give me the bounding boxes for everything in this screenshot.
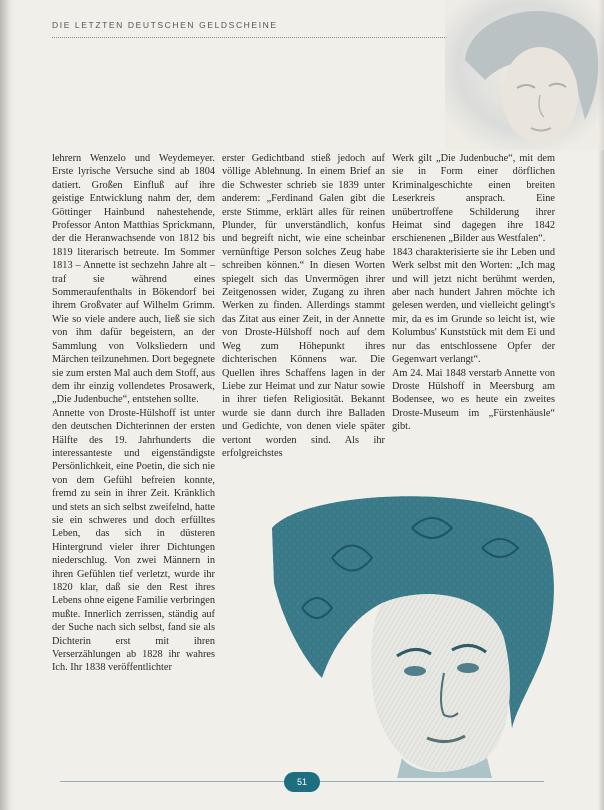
top-portrait-image — [445, 0, 604, 150]
engraved-portrait-image — [262, 488, 564, 778]
text-column-2 — [222, 152, 385, 460]
running-header: DIE LETZTEN DEUTSCHEN GELDSCHEINE — [52, 20, 278, 30]
page-number: 51 — [284, 772, 320, 792]
paragraph: lehrern Wenzelo und Weydemeyer. Erste lyrische Versuche sind ab 1804 datiert. Großen Einfluß auf ihre geistige Entwicklung nahm der, dem Göttinger Hainbund nahestehende, Professor Anton Matthias Sprickmann, der die Heranwachsende von 1812 bis 1819 literarisch betreute. Im Sommer 1813 – Annette ist sechzehn Jahre alt – traf sie während eines Sommeraufenthalts in Bökendorf bei ihrem Großvater auf Wilhelm Grimm. Wie so viele andere auch, ließ sie sich von ihm dafür begeistern, an der Sammlung von Volksliedern und Märchen teilzunehmen. Dort begegnete sie zum ersten Mal auch dem Stoff, aus dem ihr einzig vollendetes Prosawerk, „Die Judenbuche“, entstehen sollte. — [52, 153, 215, 406]
paragraph: Werk gilt „Die Judenbuche“, mit dem sie in Form einer dörflichen Kriminalgeschichte einen breiten Leserkreis ansprach. Eine unübertroffene Schilderung ihrer Heimat sind dagegen ihre 1842 erschienenen „Bilder aus Westfalen“. — [392, 153, 555, 245]
text-column-1 — [52, 152, 215, 675]
paragraph: Annette von Droste-Hülshoff ist unter den deutschen Dichterinnen der ersten Hälfte des 19. Jahrhunderts die interessanteste und eigenständigste Persönlichkeit, eine Poetin, die sich nie von dem Gefühl befreien konnte, fremd zu sein in ihrer Zeit. Kränklich und stets an sich selbst zweifelnd, hatte sie ein schweres und doch erfülltes Leben, das sich in düsteren Hintergrund vieler ihrer Dichtungen niederschlug. Von zwei Männern in ihren Gefühlen tief verletzt, wurde ihr 1820 klar, daß sie den Rest ihres Lebens ohne eigene Familie verbringen mußte. Innerlich zerrissen, ständig auf der Suche nach sich selbst, fand sie als Dichterin erst mit ihren Verserzählungen ab 1828 ihr wahres Ich. Ihr 1838 veröffentlichter — [52, 407, 215, 674]
paragraph: 1843 charakterisierte sie ihr Leben und Werk selbst mit den Worten: „Ich mag und will jetzt nicht berühmt werden, aber nach hundert Jahren möchte ich gelesen werden, und vielleicht gelingt's mir, da es im Grunde so leicht ist, wie Kolumbus' Kunststück mit dem Ei und nur das entschlossene Opfer der Gegenwart verlangt“. — [392, 246, 555, 366]
header-rule — [52, 37, 447, 38]
page-binding-shadow — [0, 0, 14, 810]
text-column-3 — [392, 152, 555, 434]
paragraph: erster Gedichtband stieß jedoch auf völlige Ablehnung. In einem Brief an die Schwester schrieb sie 1839 unter anderem: „Ferdinand Galen gibt die erste Stimme, erklärt alles für reinen Plunder, für unverständlich, konfus und begreift nicht, wie eine scheinbar vernünftige Person solches Zeug habe schreiben können.“ In diesen Worten spiegelt sich das Unvermögen ihrer Zeitgenossen wider, Zugang zu ihren Werken zu finden. Allerdings stammt das Zitat aus einer Zeit, in der Annette von Droste-Hülshoff noch auf dem Weg zum Höhepunkt ihres dichterischen Könnens war. Die Quellen ihres Schaffens lagen in der Liebe zur Heimat und zur Natur sowie in ihrer tiefen Religiosität. Bekannt wurde sie dann durch ihre Balladen und Gedichte, von denen viele später vertont worden sind. Als ihr erfolgreichstes — [222, 153, 385, 459]
paragraph: Am 24. Mai 1848 verstarb Annette von Droste Hülshoff in Meersburg am Bodensee, wo es heute ein zweites Droste-Museum im „Fürstenhäusle“ gibt. — [392, 367, 555, 433]
